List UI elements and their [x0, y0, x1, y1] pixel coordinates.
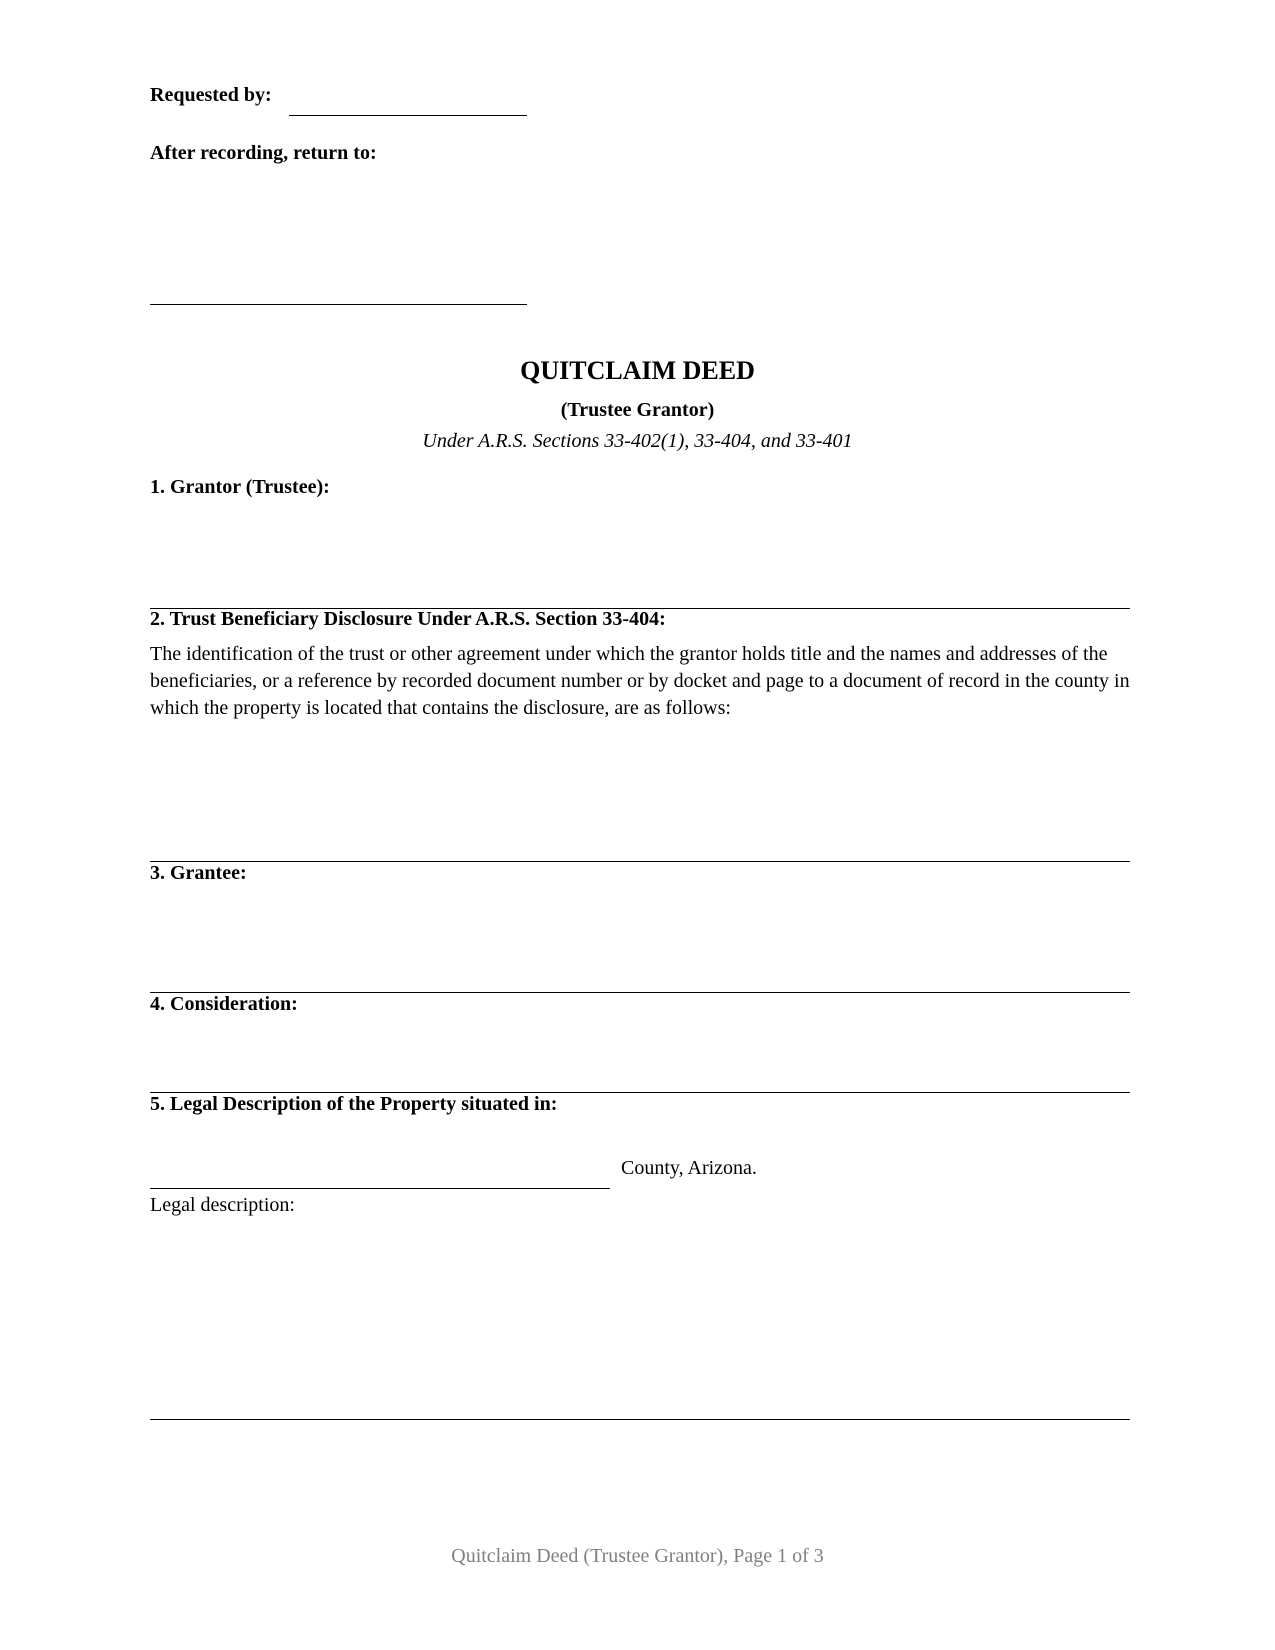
return-to-address-field[interactable]: [150, 304, 527, 305]
requested-by-label: Requested by:: [150, 84, 272, 106]
legal-description-heading: 5. Legal Description of the Property situated in:: [150, 1093, 558, 1115]
legal-description-field[interactable]: [150, 1419, 1130, 1420]
legal-description-label: Legal description:: [150, 1194, 295, 1216]
county-suffix: County, Arizona.: [621, 1157, 757, 1179]
consideration-heading: 4. Consideration:: [150, 993, 298, 1015]
disclosure-heading: 2. Trust Beneficiary Disclosure Under A.R.S. Section 33-404:: [150, 608, 666, 630]
grantor-heading: 1. Grantor (Trustee):: [150, 476, 330, 498]
document-subtitle: (Trustee Grantor): [560, 399, 715, 421]
county-field[interactable]: [150, 1188, 610, 1189]
page-footer: Quitclaim Deed (Trustee Grantor), Page 1 of 3: [451, 1545, 824, 1567]
requested-by-field[interactable]: [289, 115, 527, 116]
disclosure-field[interactable]: [150, 861, 1130, 862]
statute-reference: Under A.R.S. Sections 33-402(1), 33-404, and 33-401: [422, 430, 853, 452]
document-title: QUITCLAIM DEED: [520, 356, 755, 385]
grantee-heading: 3. Grantee:: [150, 862, 247, 884]
disclosure-paragraph: The identification of the trust or other agreement under which the grantor holds title and the names and addresses of the beneficiaries, or a reference by recorded document number or by docket and page to a document of record in the county in which the property is located that contains the disclosure, are as follows:: [150, 643, 1130, 719]
return-to-label: After recording, return to:: [150, 142, 377, 164]
